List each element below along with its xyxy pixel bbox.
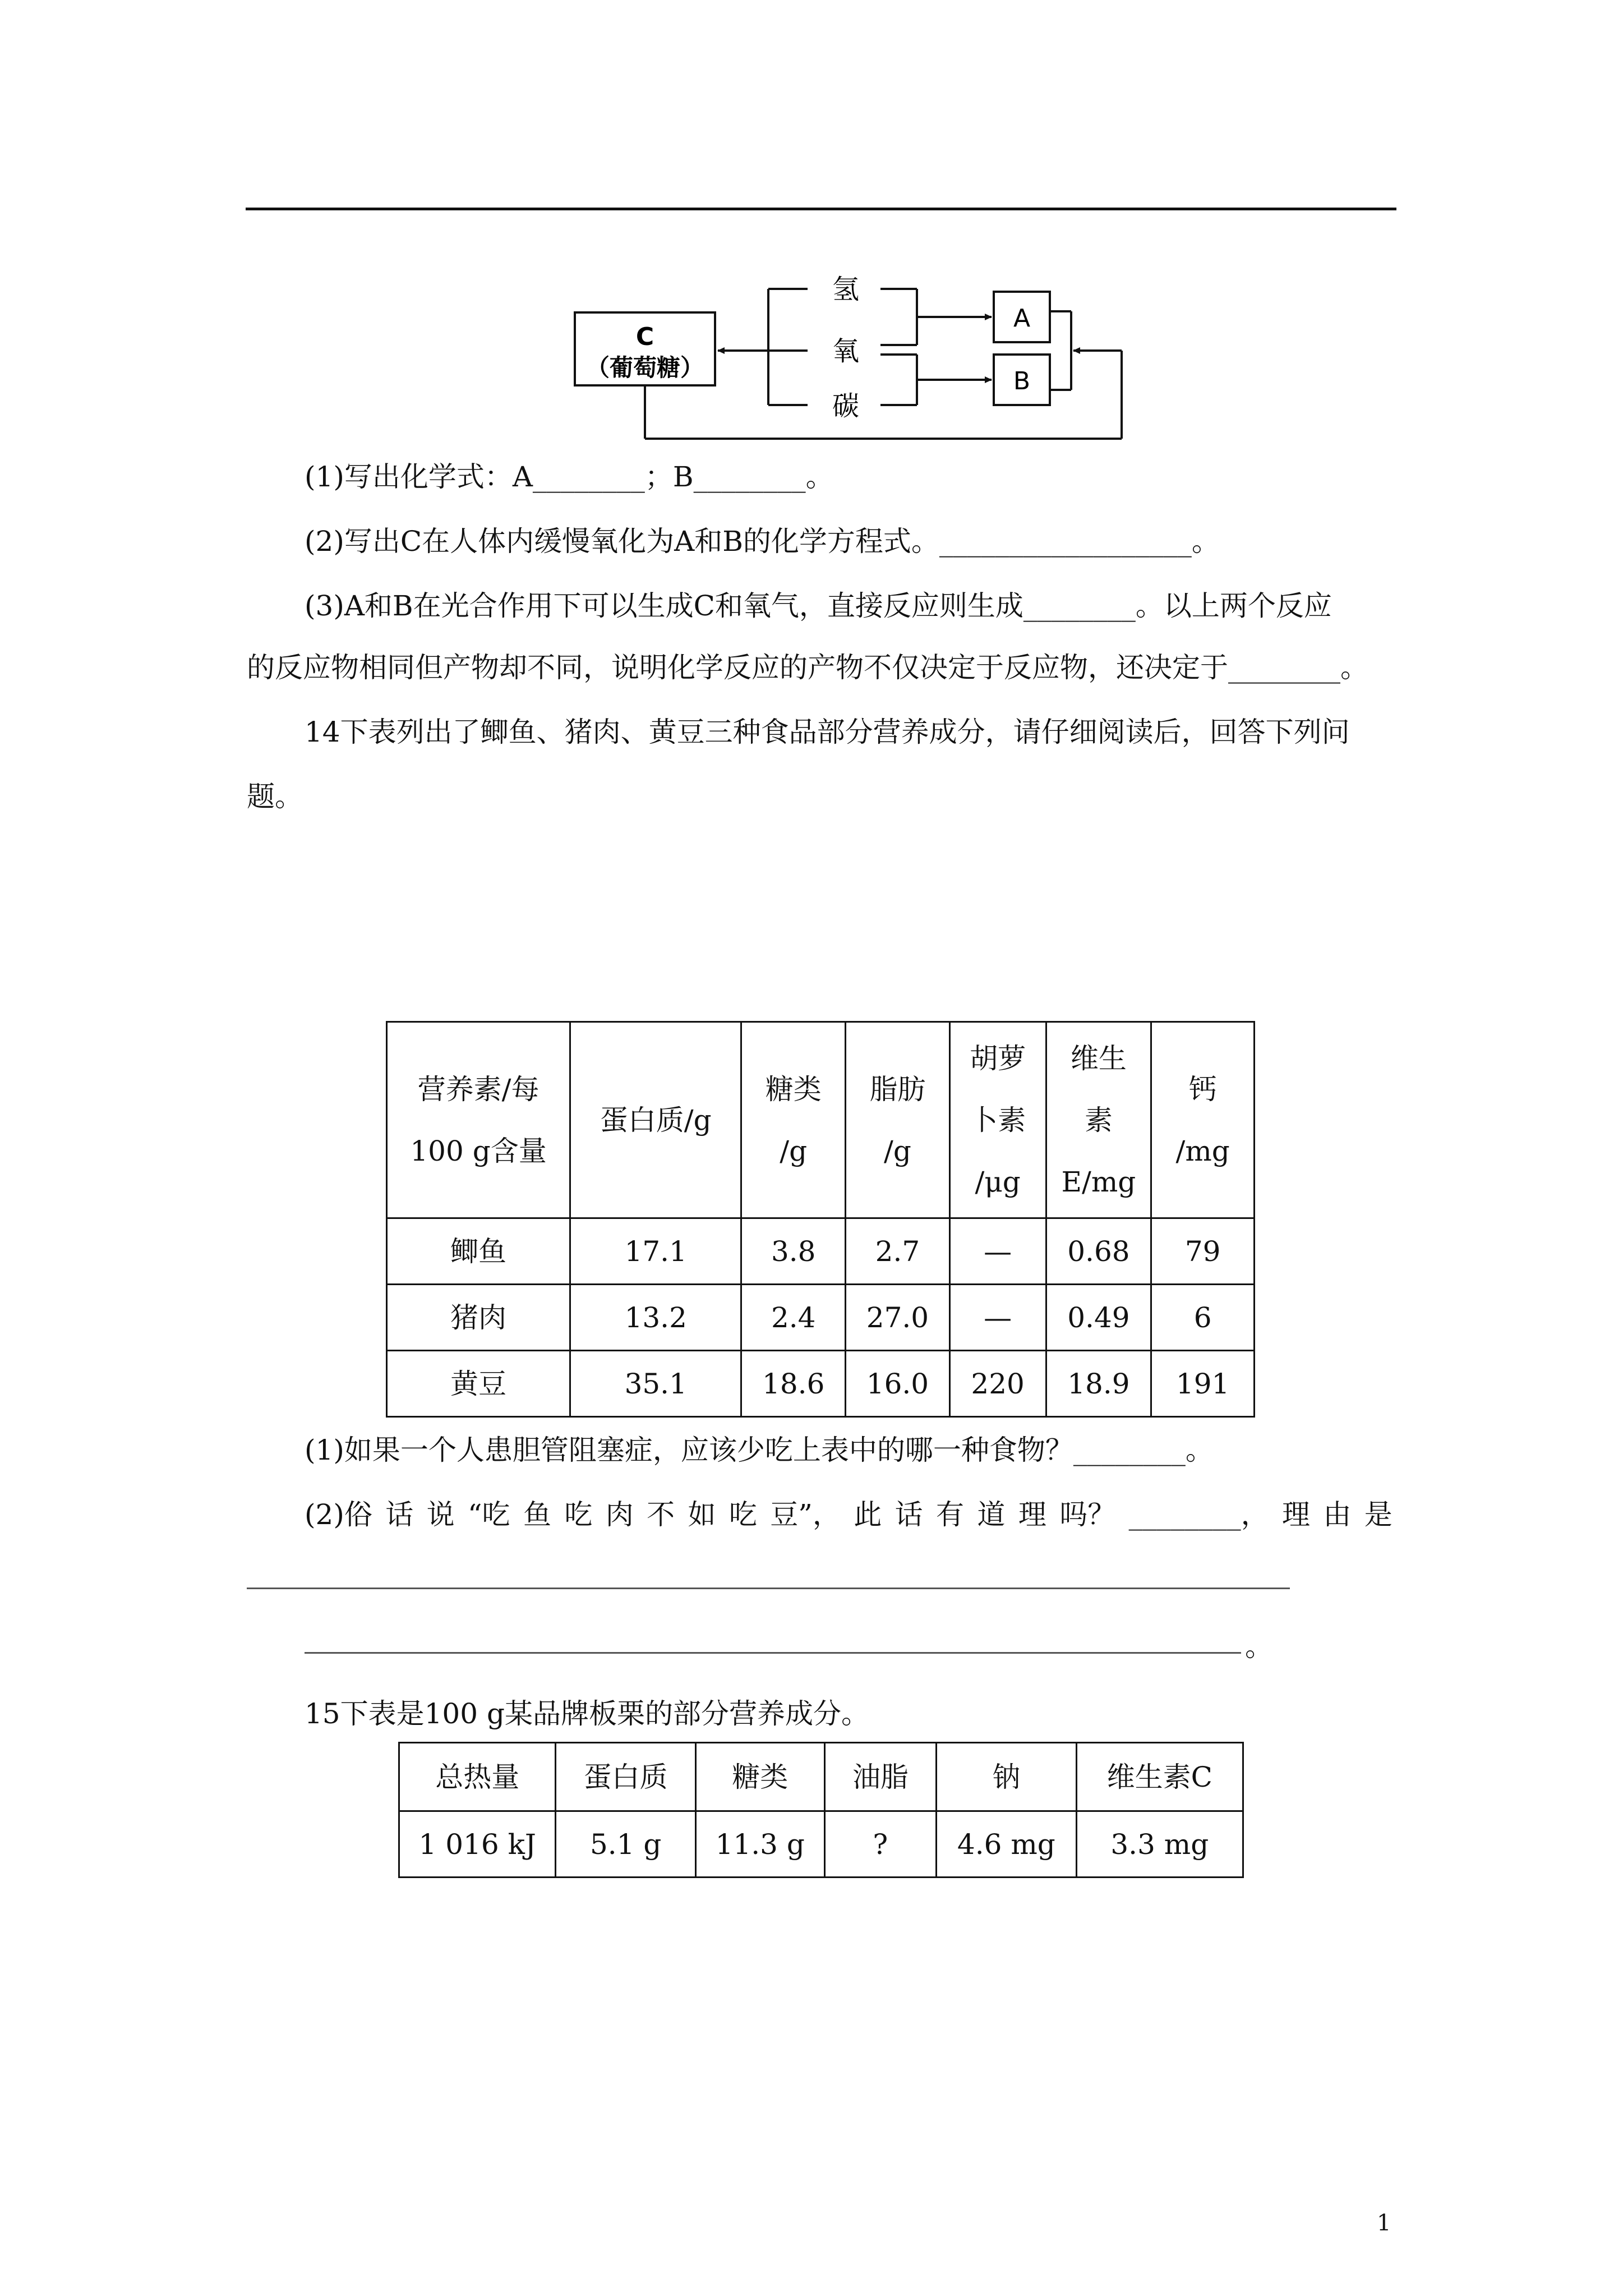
table-header-row <box>399 1743 1243 1811</box>
header-calcium: 钙 /mg <box>1151 1022 1255 1218</box>
cell-food: 猪肉 <box>387 1285 570 1351</box>
q14-part2-segment: 此 <box>854 1498 882 1531</box>
cell-value: 2.4 <box>741 1285 846 1351</box>
q14-part2-segment: 理 <box>1018 1498 1046 1531</box>
cell-value: 79 <box>1151 1218 1255 1285</box>
header-oil: 油脂 <box>824 1743 937 1811</box>
q14-part2-segment: 有 <box>936 1498 965 1531</box>
table-row <box>399 1811 1243 1878</box>
header-sugar: 糖类 /g <box>741 1022 846 1218</box>
q14-part2-segment: 道 <box>977 1498 1006 1531</box>
nutrition-table-q14 <box>386 1021 1255 1418</box>
reaction-diagram <box>561 264 1138 449</box>
q14-part2-segment: 鱼 <box>523 1498 551 1531</box>
cell-value: 13.2 <box>570 1285 741 1351</box>
box-b-label: B <box>1013 367 1031 395</box>
cell-value: 18.6 <box>741 1351 846 1417</box>
q14-part2-segment: 话 <box>385 1498 414 1531</box>
q14-part2-segment: 不 <box>647 1498 675 1531</box>
cell-value: 18.9 <box>1046 1351 1151 1417</box>
cell-value: 3.3 mg <box>1076 1811 1243 1878</box>
cell-value: 6 <box>1151 1285 1255 1351</box>
q13-part3-line1: (3)A和B在光合作用下可以生成C和氧气，直接反应则生成________。以上两个反应 <box>305 590 1332 622</box>
answer-line-1 <box>247 1588 1290 1589</box>
cell-food: 鲫鱼 <box>387 1218 570 1285</box>
cell-value: 11.3 g <box>695 1811 824 1878</box>
cell-value: ? <box>824 1811 937 1878</box>
box-a-label: A <box>1013 304 1031 333</box>
q14-part2-segment: 豆”， <box>770 1498 841 1531</box>
q14-part2-segment: 说 <box>426 1498 455 1531</box>
cell-value: 0.68 <box>1046 1218 1151 1285</box>
q14-intro-line2: 题。 <box>247 780 303 813</box>
cell-value: 35.1 <box>570 1351 741 1417</box>
cell-food: 黄豆 <box>387 1351 570 1417</box>
q14-part2-segment: 是 <box>1364 1498 1393 1531</box>
header-nutrient: 营养素/每 100 g含量 <box>387 1022 570 1218</box>
table-row <box>387 1351 1255 1417</box>
element-carbon: 碳 <box>832 390 860 422</box>
cell-value: 27.0 <box>846 1285 950 1351</box>
table-row <box>387 1218 1255 1285</box>
q14-part2-segment: 理 <box>1281 1498 1310 1531</box>
cell-value: 191 <box>1151 1351 1255 1417</box>
answer-line-end: 。 <box>1245 1630 1273 1663</box>
q14-intro-line1: 14下表列出了鲫鱼、猪肉、黄豆三种食品部分营养成分，请仔细阅读后，回答下列问 <box>305 716 1350 748</box>
cell-value: — <box>949 1285 1046 1351</box>
q14-part2-segment: 如 <box>688 1498 716 1531</box>
q14-part2-segment: 吗？ <box>1059 1498 1116 1531</box>
q14-part2-segment: 话 <box>895 1498 923 1531</box>
cell-value: — <box>949 1218 1046 1285</box>
q13-part2: (2)写出C在人体内缓慢氧化为A和B的化学方程式。__________________。 <box>305 525 1220 558</box>
box-c-label-1: C <box>635 323 654 351</box>
cell-value: 2.7 <box>846 1218 950 1285</box>
header-rule <box>246 208 1396 210</box>
q14-part2-segment: (2)俗 <box>305 1498 372 1531</box>
header-protein: 蛋白质 <box>556 1743 695 1811</box>
header-carotene: 胡萝 卜素 /μg <box>949 1022 1046 1218</box>
header-fat: 脂肪 /g <box>846 1022 950 1218</box>
cell-value: 16.0 <box>846 1351 950 1417</box>
q14-part2-segment: “吃 <box>468 1498 510 1531</box>
q14-part2-segment: 肉 <box>605 1498 634 1531</box>
table-header-row <box>387 1022 1255 1218</box>
cell-value: 220 <box>949 1351 1046 1417</box>
q14-part2-line <box>305 1498 1393 1531</box>
q14-part2-segment: 吃 <box>564 1498 593 1531</box>
cell-value: 5.1 g <box>556 1811 695 1878</box>
element-hydrogen: 氢 <box>832 274 860 305</box>
q14-part2-segment: ________， <box>1128 1498 1269 1531</box>
q14-part2-segment: 由 <box>1323 1498 1352 1531</box>
q13-part1: (1)写出化学式：A________；B________。 <box>305 461 834 493</box>
q14-part2-segment: 吃 <box>728 1498 757 1531</box>
cell-value: 0.49 <box>1046 1285 1151 1351</box>
answer-line-2 <box>305 1652 1241 1654</box>
header-sugar: 糖类 <box>695 1743 824 1811</box>
cell-value: 17.1 <box>570 1218 741 1285</box>
header-protein: 蛋白质/g <box>570 1022 741 1218</box>
header-sodium: 钠 <box>937 1743 1076 1811</box>
box-c-label-2: （葡萄糖） <box>585 354 704 381</box>
header-vitamin-e: 维生 素 E/mg <box>1046 1022 1151 1218</box>
q13-part3-line2: 的反应物相同但产物却不同，说明化学反应的产物不仅决定于反应物，还决定于________。 <box>247 651 1368 684</box>
header-vitamin-c: 维生素C <box>1076 1743 1243 1811</box>
element-oxygen: 氧 <box>832 335 860 367</box>
nutrition-table-q15 <box>398 1742 1244 1878</box>
q14-part1: (1)如果一个人患胆管阻塞症，应该少吃上表中的哪一种食物？________。 <box>305 1434 1214 1466</box>
q15-intro: 15下表是100 g某品牌板栗的部分营养成分。 <box>305 1697 869 1730</box>
table-row <box>387 1285 1255 1351</box>
cell-value: 3.8 <box>741 1218 846 1285</box>
cell-value: 4.6 mg <box>937 1811 1076 1878</box>
cell-value: 1 016 kJ <box>399 1811 556 1878</box>
page-number: 1 <box>1377 2210 1391 2236</box>
header-energy: 总热量 <box>399 1743 556 1811</box>
